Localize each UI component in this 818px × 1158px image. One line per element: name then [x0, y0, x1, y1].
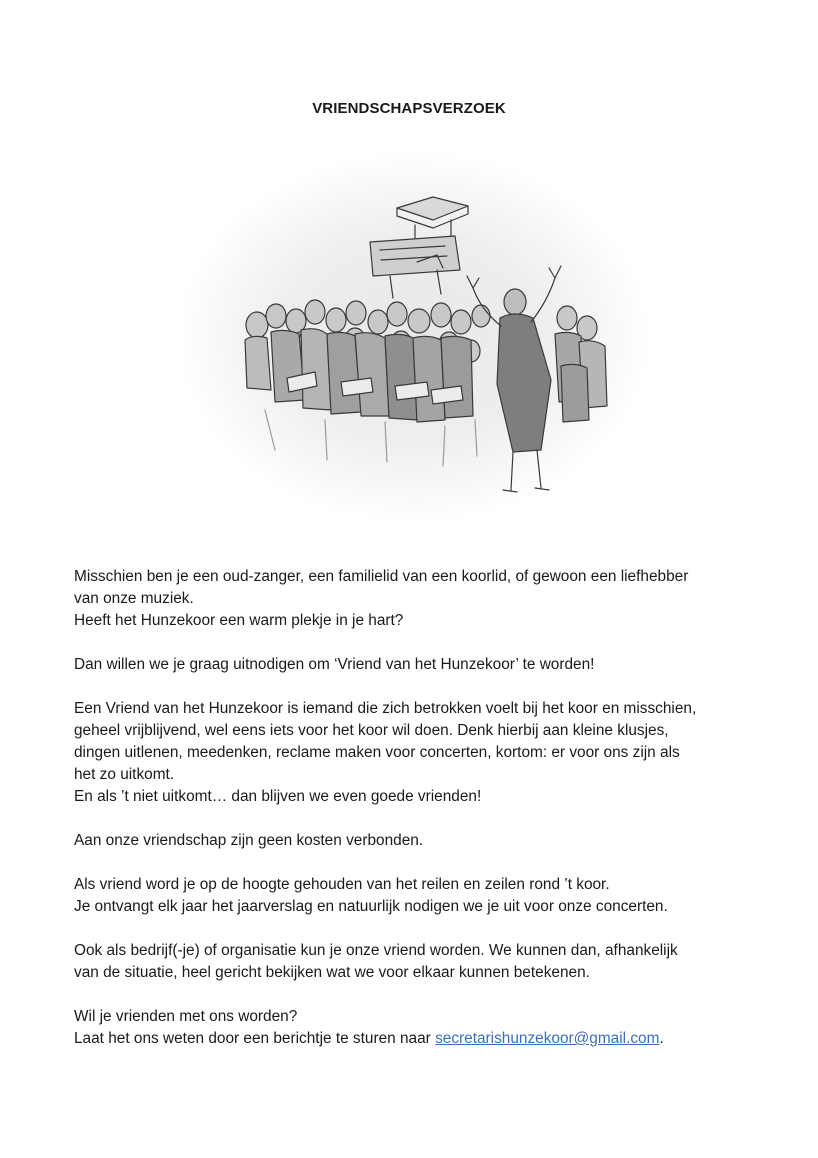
text-line: Heeft het Hunzekoor een warm plekje in je hart? [74, 612, 404, 629]
text-line: geheel vrijblijvend, wel eens iets voor het koor wil doen. Denk hierbij aan kleine klusjes, [74, 722, 669, 739]
closing-contact-line [74, 1028, 754, 1050]
paragraph-benefits [74, 874, 754, 918]
paragraph-invitation [74, 654, 754, 676]
text-line: Aan onze vriendschap zijn geen kosten verbonden. [74, 832, 424, 849]
paragraph-costs [74, 830, 754, 852]
text-line: Je ontvangt elk jaar het jaarverslag en natuurlijk nodigen we je uit voor onze concerten. [74, 898, 668, 915]
paragraph-organizations [74, 940, 754, 984]
text-line: Misschien ben je een oud-zanger, een familielid van een koorlid, of gewoon een liefhebber [74, 568, 689, 585]
text-line: Als vriend word je op de hoogte gehouden van het reilen en zeilen rond ’t koor. [74, 876, 610, 893]
email-link[interactable]: secretarishunzekoor@gmail.com [435, 1030, 660, 1047]
text-line: Ook als bedrijf(-je) of organisatie kun je onze vriend worden. We kunnen dan, afhankelijk [74, 942, 678, 959]
text-line: het zo uitkomt. [74, 766, 175, 783]
page-title: VRIENDSCHAPSVERZOEK [312, 100, 506, 117]
choir-sketch-illustration [175, 150, 653, 525]
closing-question: Wil je vrienden met ons worden? [74, 1008, 298, 1025]
closing-suffix: . [659, 1030, 664, 1047]
paragraph-closing [74, 1006, 754, 1050]
text-line: Dan willen we je graag uitnodigen om ‘Vriend van het Hunzekoor’ te worden! [74, 656, 595, 673]
text-line: dingen uitlenen, meedenken, reclame maken voor concerten, kortom: er voor ons zijn als [74, 744, 680, 761]
text-line: van de situatie, heel gericht bekijken wat we voor elkaar kunnen betekenen. [74, 964, 590, 981]
text-line: Een Vriend van het Hunzekoor is iemand die zich betrokken voelt bij het koor en misschien, [74, 700, 697, 717]
paragraph-definition [74, 698, 754, 808]
text-line: En als ’t niet uitkomt… dan blijven we even goede vrienden! [74, 788, 482, 805]
text-line: van onze muziek. [74, 590, 194, 607]
body-text [74, 566, 754, 1072]
paragraph-intro [74, 566, 754, 632]
closing-prefix: Laat het ons weten door een berichtje te sturen naar [74, 1030, 436, 1047]
